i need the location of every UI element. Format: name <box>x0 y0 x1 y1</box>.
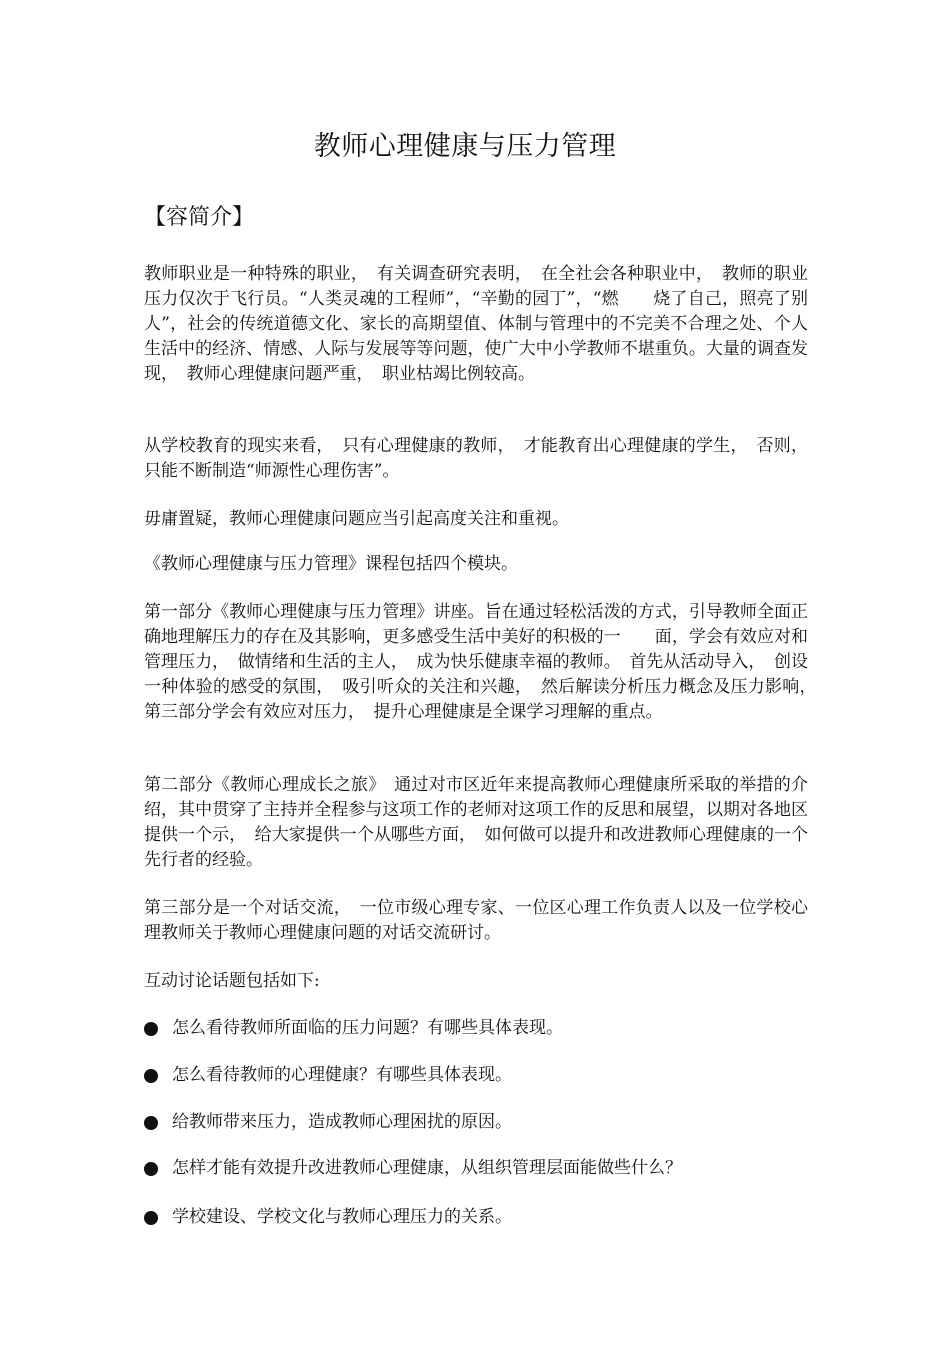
bullet-icon <box>144 1162 158 1176</box>
section-heading-intro: 【容简介】 <box>144 205 255 230</box>
bullet-icon <box>144 1069 158 1083</box>
list-item-text: 怎么看待教师的心理健康？有哪些具体表现。 <box>172 1065 512 1085</box>
bullet-icon <box>144 1116 158 1130</box>
list-item <box>144 1063 512 1088</box>
document-title: 教师心理健康与压力管理 <box>313 131 617 162</box>
list-item <box>144 1205 512 1230</box>
paragraph-course-modules: 《教师心理健康与压力管理》课程包括四个模块。 <box>144 554 518 574</box>
list-item <box>144 1110 512 1135</box>
bullet-icon <box>144 1211 158 1225</box>
list-item <box>144 1016 563 1041</box>
paragraph-intro: 教师职业是一种特殊的职业， 有关调查研究表明， 在全社会各种职业中， 教师的职业压力仅次于飞行员。“人类灵魂的工程师”，“辛勤的园丁”，“燃 烧了自己，照亮了别人”，社会的传统道德文化、家长的高期望值、体制与管理中的不完美不合理之处、个人生活中的经济、情感、人际与发展等等问题，使广大中小学教师不堪重负。大量的调查发现， 教师心理健康问题严重， 职业枯竭比例较高。 <box>144 264 808 384</box>
paragraph-discussion-intro: 互动讨论话题包括如下: <box>144 971 320 991</box>
bullet-icon <box>144 1022 158 1036</box>
paragraph-no-doubt: 毋庸置疑，教师心理健康问题应当引起高度关注和重视。 <box>144 509 569 529</box>
paragraph-part-one: 第一部分《教师心理健康与压力管理》讲座。旨在通过轻松活泼的方式，引导教师全面正确地理解压力的存在及其影响，更多感受生活中美好的积极的一 面，学会有效应对和管理压力， 做情绪和生活的主人， 成为快乐健康幸福的教师。 首先从活动导入， 创设一种体验的感受的氛围， 吸引听众的关注和兴趣， 然后解读分析压力概念及压力影响， 第三部分学会有效应对压力， 提升心理健康是全课学习理解的重点。 <box>144 602 825 722</box>
list-item-text: 学校建设、学校文化与教师心理压力的关系。 <box>172 1207 512 1227</box>
list-item-text: 怎么看待教师所面临的压力问题？有哪些具体表现。 <box>172 1018 563 1038</box>
paragraph-school-reality: 从学校教育的现实来看， 只有心理健康的教师， 才能教育出心理健康的学生， 否则，只能不断制造“师源性心理伤害”。 <box>144 436 808 481</box>
paragraph-part-three: 第三部分是一个对话交流， 一位市级心理专家、一位区心理工作负责人以及一位学校心理教师关于教师心理健康问题的对话交流研讨。 <box>144 898 808 943</box>
list-item-text: 给教师带来压力，造成教师心理困扰的原因。 <box>172 1112 512 1132</box>
list-item <box>144 1156 682 1181</box>
paragraph-part-two: 第二部分《教师心理成长之旅》 通过对市区近年来提高教师心理健康所采取的举措的介绍，其中贯穿了主持并全程参与这项工作的老师对这项工作的反思和展望，以期对各地区提供一个示， 给大家提供一个从哪些方面， 如何做可以提升和改进教师心理健康的一个先行者的经验。 <box>144 775 808 870</box>
list-item-text: 怎样才能有效提升改进教师心理健康，从组织管理层面能做些什么？ <box>172 1158 682 1178</box>
